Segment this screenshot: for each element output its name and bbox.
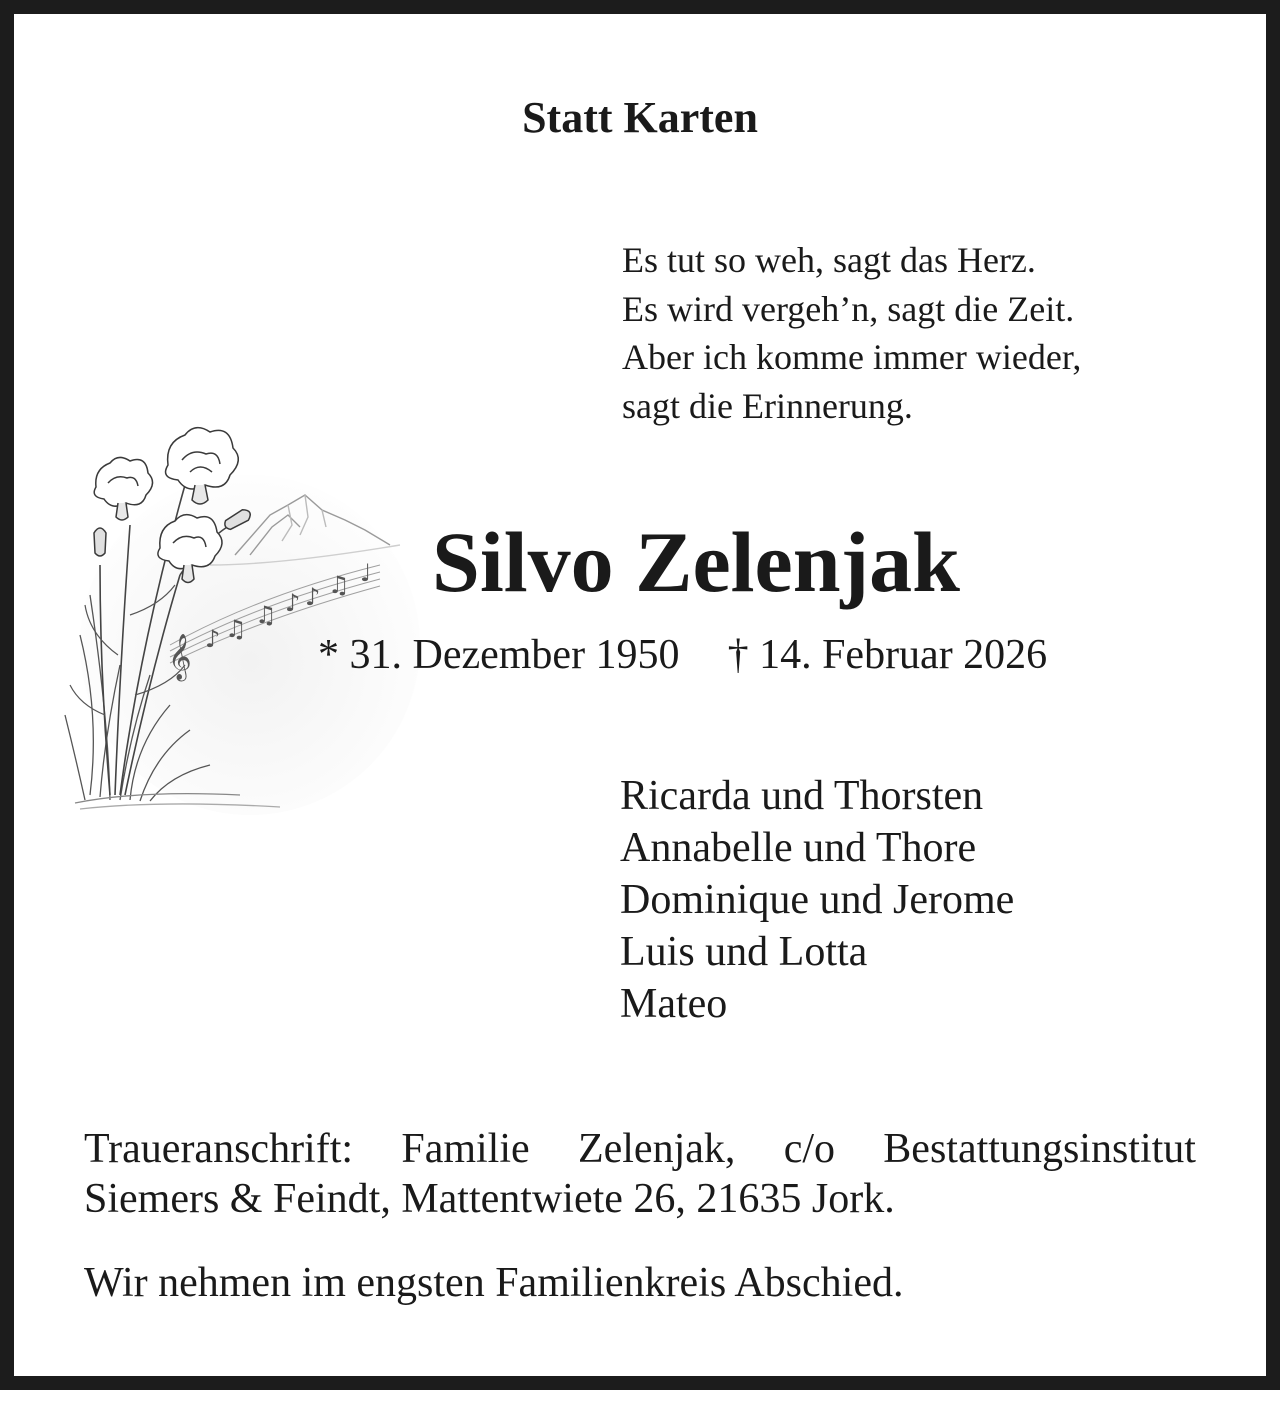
mourner-line: Ricarda und Thorsten (620, 773, 984, 819)
music-note-icon: ♫ (328, 571, 350, 599)
poem-line: Es tut so weh, sagt das Herz. (622, 240, 1036, 280)
condolence-address (84, 1124, 1196, 1224)
address-line-2: Siemers & Feindt, Mattentwiete 26, 21635 Jork. (84, 1176, 895, 1222)
mourners-list (620, 770, 1014, 1030)
treble-clef-icon: 𝄞 (168, 634, 192, 680)
mourner-line: Mateo (620, 981, 728, 1027)
music-note-icon: ♪ (205, 625, 221, 653)
mourner-line: Annabelle und Thore (620, 825, 977, 871)
birth-date: * 31. Dezember 1950 (318, 632, 680, 678)
music-note-icon: ♪ (305, 583, 321, 611)
address-line-1: Traueranschrift: Familie Zelenjak, c/o Bestattungsinstitut (84, 1126, 1196, 1172)
death-date: † 14. Februar 2026 (727, 632, 1048, 678)
music-note-icon: ♫ (225, 615, 247, 643)
notice-heading: Statt Karten (522, 93, 758, 142)
music-note-icon: ♩ (360, 559, 372, 587)
poem-line: Es wird vergeh’n, sagt die Zeit. (622, 288, 1075, 329)
deceased-name: Silvo Zelenjak (432, 514, 961, 610)
mourner-line: Dominique und Jerome (620, 877, 1015, 923)
poem-line: Aber ich komme immer wieder, (622, 337, 1082, 377)
mourner-line: Luis und Lotta (620, 929, 868, 975)
music-note-icon: ♫ (255, 601, 277, 629)
farewell-text: Wir nehmen im engsten Familienkreis Abschied. (84, 1260, 904, 1306)
poem (622, 236, 1081, 430)
life-dates (318, 628, 1047, 682)
poem-line: sagt die Erinnerung. (622, 385, 913, 426)
music-note-icon: ♪ (285, 589, 301, 617)
carnation-illustration (60, 415, 420, 825)
